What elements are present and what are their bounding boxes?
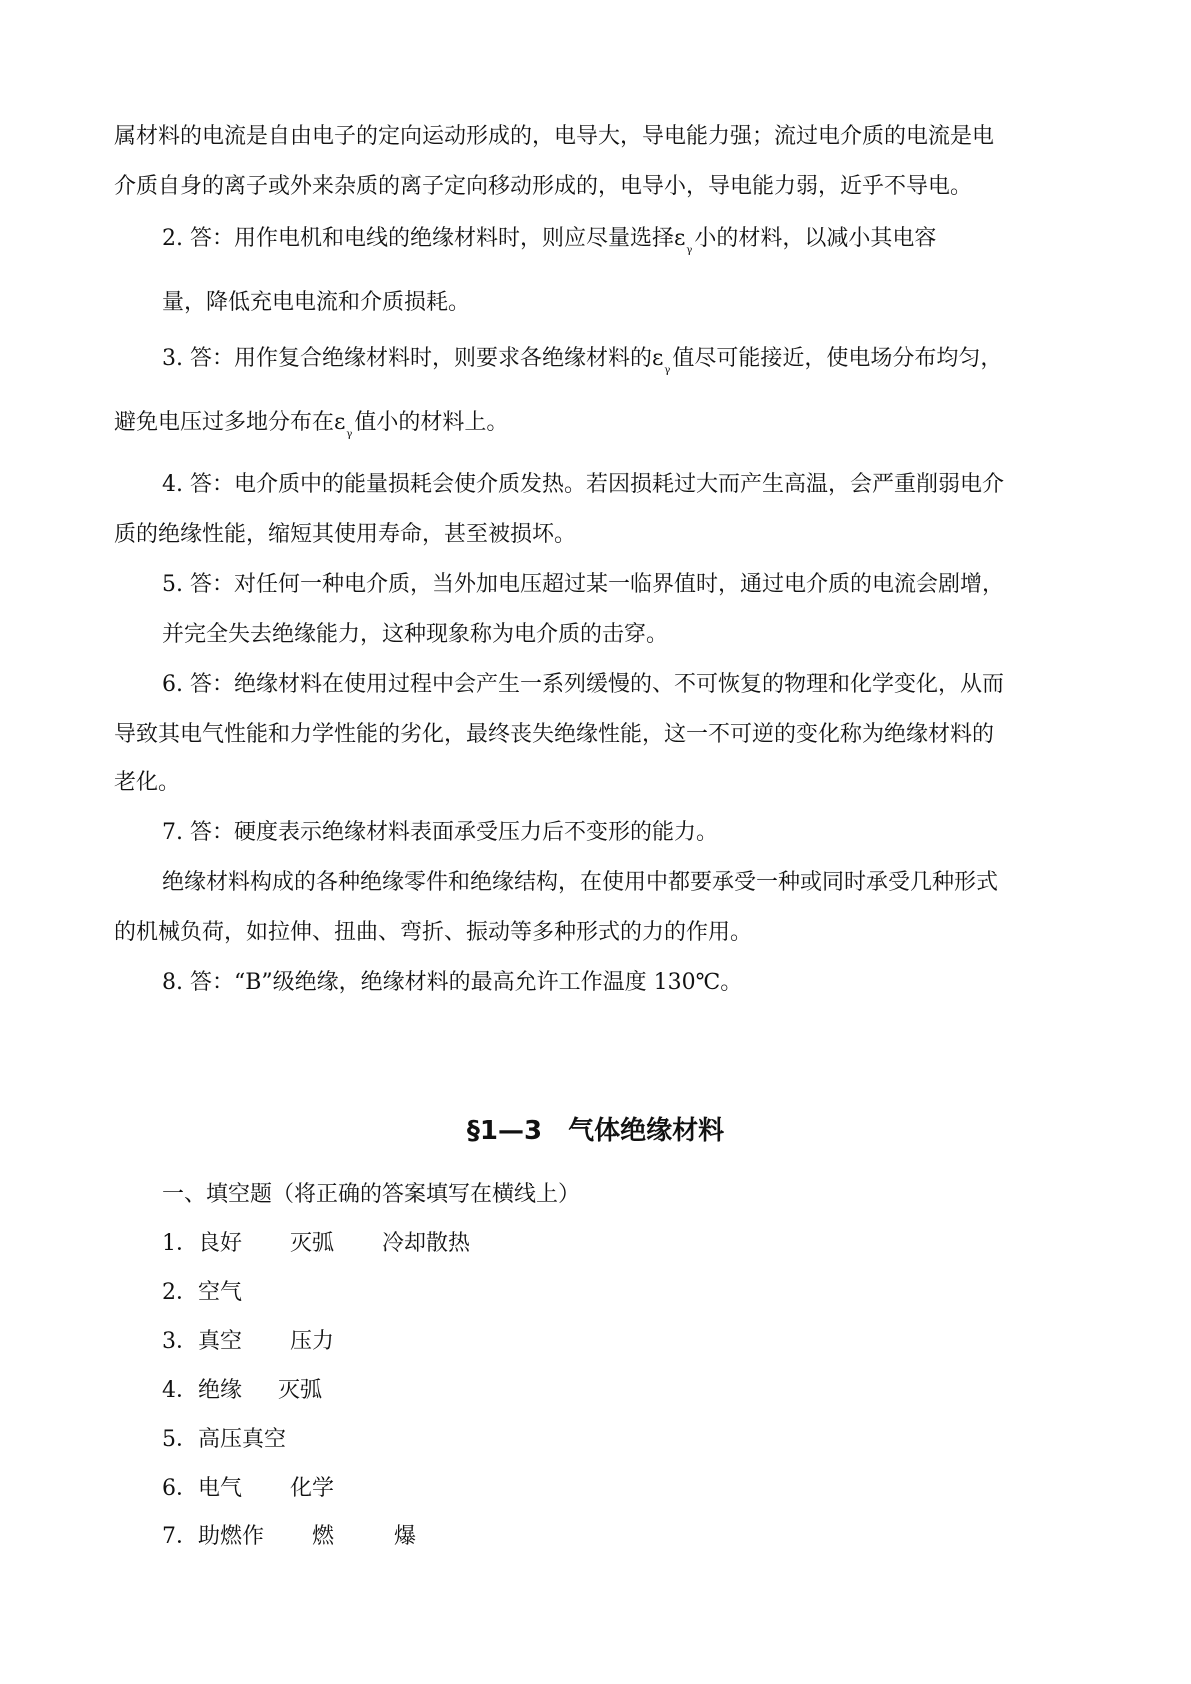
answer-7-line2: 绝缘材料构成的各种绝缘零件和绝缘结构，在使用中都要承受一种或同时承受几种形式 — [162, 870, 999, 895]
paragraph-line: 属材料的电流是自由电子的定向运动形成的，电导大，导电能力强；流过电介质的电流是电 — [114, 124, 995, 149]
answer-3-text2-cont: 值小的材料上。 — [354, 410, 509, 435]
epsilon-subscript: γ — [346, 429, 353, 440]
fill-blank-item-3 — [162, 1327, 334, 1357]
answer-3-line2 — [114, 408, 508, 442]
answer-word: 绝缘 — [198, 1378, 243, 1403]
answer-4-line1: 4. 答：电介质中的能量损耗会使介质发热。若因损耗过大而产生高温，会严重削弱电介 — [162, 472, 1004, 497]
answer-7-line3: 的机械负荷，如拉伸、扭曲、弯折、振动等多种形式的力的作用。 — [114, 920, 753, 945]
answer-5-line2: 并完全失去绝缘能力，这种现象称为电介质的击穿。 — [162, 622, 669, 647]
answer-6-line3: 老化。 — [114, 770, 181, 795]
section-title: §1—3 气体绝缘材料 — [466, 1116, 725, 1146]
answer-2-text-cont: 小的材料，以减小其电容 — [694, 226, 937, 251]
answer-word: 空气 — [198, 1280, 243, 1305]
answer-word: 助燃作 — [198, 1524, 265, 1549]
answer-8-line1: 8. 答：“B”级绝缘，绝缘材料的最高允许工作温度 130℃。 — [162, 970, 743, 995]
answer-3-text-cont: 值尽可能接近，使电场分布均匀， — [672, 346, 1003, 371]
item-number: 2． — [162, 1280, 198, 1305]
answer-2-text: 2. 答：用作电机和电线的绝缘材料时，则应尽量选择ε — [162, 226, 686, 251]
answer-6-line1: 6. 答：绝缘材料在使用过程中会产生一系列缓慢的、不可恢复的物理和化学变化，从而 — [162, 672, 1004, 697]
fill-blank-item-7 — [162, 1522, 416, 1552]
answer-word: 压力 — [290, 1329, 335, 1354]
item-number: 5． — [162, 1427, 198, 1452]
fill-blank-item-6 — [162, 1474, 334, 1504]
answer-word: 灭弧 — [290, 1231, 335, 1256]
answer-3-text: 3. 答：用作复合绝缘材料时，则要求各绝缘材料的ε — [162, 346, 664, 371]
answer-word: 电气 — [198, 1476, 243, 1501]
fill-blank-item-2 — [162, 1278, 242, 1308]
answer-2-line1 — [162, 224, 936, 258]
answer-word: 冷却散热 — [382, 1231, 471, 1256]
item-number: 7． — [162, 1524, 198, 1549]
fill-blank-heading: 一、填空题（将正确的答案填写在横线上） — [162, 1182, 581, 1207]
fill-blank-item-1 — [162, 1229, 470, 1259]
fill-blank-item-4 — [162, 1376, 322, 1406]
answer-4-line2: 质的绝缘性能，缩短其使用寿命，甚至被损坏。 — [114, 522, 577, 547]
answer-6-line2: 导致其电气性能和力学性能的劣化，最终丧失绝缘性能，这一不可逆的变化称为绝缘材料的 — [114, 722, 995, 747]
answer-word: 高压真空 — [198, 1427, 287, 1452]
answer-2-line2: 量，降低充电电流和介质损耗。 — [162, 290, 471, 315]
item-number: 3． — [162, 1329, 198, 1354]
item-number: 1． — [162, 1231, 198, 1256]
item-number: 4． — [162, 1378, 198, 1403]
epsilon-subscript: γ — [664, 365, 671, 376]
answer-3-line1 — [162, 344, 1002, 378]
answer-word: 良好 — [198, 1231, 243, 1256]
answer-word: 真空 — [198, 1329, 243, 1354]
answer-word: 灭弧 — [278, 1378, 323, 1403]
item-number: 6． — [162, 1476, 198, 1501]
answer-word: 化学 — [290, 1476, 335, 1501]
answer-7-line1: 7. 答：硬度表示绝缘材料表面承受压力后不变形的能力。 — [162, 820, 718, 845]
answer-5-line1: 5. 答：对任何一种电介质，当外加电压超过某一临界值时，通过电介质的电流会剧增， — [162, 572, 1004, 597]
paragraph-line: 介质自身的离子或外来杂质的离子定向移动形成的，电导小，导电能力弱，近乎不导电。 — [114, 174, 973, 199]
fill-blank-item-5 — [162, 1425, 286, 1455]
answer-word: 爆 — [394, 1524, 417, 1549]
answer-3-text2: 避免电压过多地分布在ε — [114, 410, 346, 435]
answer-word: 燃 — [312, 1524, 335, 1549]
epsilon-subscript: γ — [686, 245, 693, 256]
